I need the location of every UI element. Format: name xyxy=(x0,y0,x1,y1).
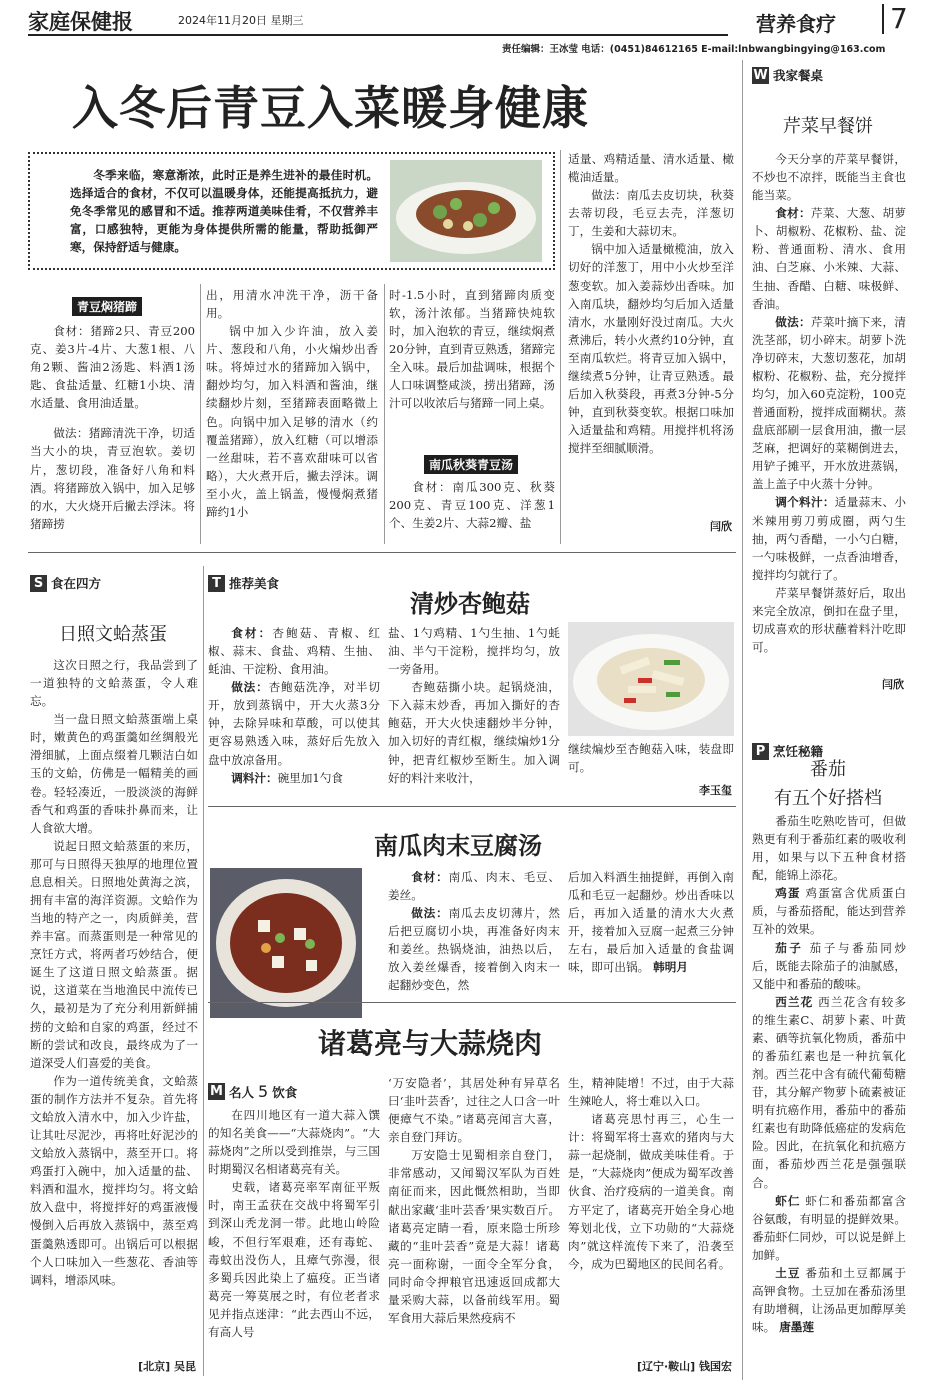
rule-n-bottom xyxy=(208,1002,736,1003)
col-rule-c xyxy=(560,150,561,544)
recipe2-col4: 适量、鸡精适量、清水适量、橄榄油适量。 做法：南瓜去皮切块，秋葵去蒂切段，毛豆去壳，洋葱切丁，生姜和大蒜切末。 锅中加入适量橄榄油，放入切好的洋葱丁，用中小火炒至洋葱变软。加入姜蒜炒出香味。加入南瓜块，翻炒均匀后加入适量清水，水量刚好没过南瓜。大火煮沸后，转小火煮约10分钟，直至南瓜软烂。将青豆加入锅中，继续煮5分钟，让青豆熟透。最后加入秋葵段，再煮3分钟-5分钟，直到秋葵变软。根据口味加入适量盐和鸡精。用搅拌机将汤搅拌至细腻顺滑。 xyxy=(568,152,734,456)
col-rule-sidebar xyxy=(742,60,743,1380)
dish-photo-clam-egg xyxy=(210,868,362,1018)
section-m-title: 诸葛亮与大蒜烧肉 xyxy=(318,1027,543,1060)
sidebar-w-body: 今天分享的芹菜早餐饼，不炒也不凉拌，既能当主食也能当菜。 食材：芹菜、大葱、胡萝卜、胡椒粉、花椒粉、盐、淀粉、普通面粉、清水、食用油、白芝麻、小米辣、大蒜、生抽、香醋、白糖、味极鲜、香油。 做法：芹菜叶摘下来，清洗茎部，切小碎末。胡萝卜洗净切碎末，大葱切葱花，加胡椒粉、花椒粉、盐，充分搅拌均匀，加入60克淀粉，100克普通面粉，搅拌成面糊状。蒸盘底部刷一层食用油，撒一层芝麻，把调好的菜糊倒进去，用铲子摊平，开水放进蒸锅，盖上盖子中火蒸十分钟。 调个料汁：适量蒜末、小米辣用剪刀剪成圈，两勺生抽，两勺香醋，一小勺白糖，一勺味极鲜，一点香油增香，搅拌均匀就行了。 芹菜早餐饼蒸好后，取出来完全放凉，倒扣在盘子里，切成喜欢的形状蘸着料汁吃即可。 xyxy=(752,152,906,655)
intro-box xyxy=(28,152,555,270)
masthead-rule xyxy=(28,34,728,36)
bowl-graphic xyxy=(210,868,362,1018)
badge-w: W xyxy=(753,67,768,83)
sidebar-p-header: P 烹饪秘籍 xyxy=(752,742,823,760)
section-n-title: 南瓜肉末豆腐汤 xyxy=(374,832,542,860)
badge-s: S xyxy=(30,575,47,592)
col-rule-s xyxy=(203,566,204,1376)
section-t-title: 清炒杏鲍菇 xyxy=(410,590,530,618)
section-t-author: 李玉玺 xyxy=(699,784,732,797)
section-s-body: 这次日照之行，我品尝到了一道独特的文蛤蒸蛋，令人难忘。 当一盘日照文蛤蒸蛋端上桌时，嫩黄色的鸡蛋羹如丝绸般光滑细腻，上面点缀着几颗洁白如玉的文蛤，仿佛是一幅精美的画卷。轻轻凑近，一股淡淡的海鲜香气和鸡蛋的香味扑鼻而来，让人食欲大增。 说起日照文蛤蒸蛋的来历，那可与日照得天独厚的地理位置息息相关。日照地处黄海之滨，拥有丰富的海洋资源。文蛤作为当地的特产之一，肉质鲜美，营养丰富。而蒸蛋则是一种常见的烹饪方式，将两者巧妙结合，便诞生了这道日照文蛤蒸蛋。据说，这道菜在当地渔民中流传已久，最初是为了充分利用新鲜捕捞的文蛤和自家的鸡蛋，经过不断的尝试和改良，最终成为了一道深受人们喜爱的美食。 作为一道传统美食，文蛤蒸蛋的制作方法并不复杂。首先将文蛤放入清水中，加入少许盐，让其吐尽泥沙，再将吐好泥沙的文蛤放入蒸锅中，蒸至开口。将鸡蛋打入碗中，加入适量的盐、料酒和温水，搅拌均匀。将文蛤放入盘中，将搅拌好的鸡蛋液慢慢倒入后再放入蒸锅中，蒸至鸡蛋羹熟透即可。出锅后可以根据个人口味加入一些葱花、香油等调料，增添风味。 xyxy=(30,658,198,1287)
main-author: 闫欣 xyxy=(710,520,732,533)
recipe1-title: 青豆焖猪蹄 xyxy=(72,296,142,316)
recipe1-col3: 时-1.5小时，直到猪蹄肉质变软，汤汁浓郁。当猪蹄快炖软时，加入泡软的青豆，继续焖煮20分钟，直到青豆熟透，猪蹄完全入味。最后加盐调味，根据个人口味调整咸淡，捞出猪蹄，汤汁可以收浓后与猪蹄一同上桌。 xyxy=(389,288,555,411)
pair-item: 土豆 番茄和土豆都属于高钾食物。土豆加在番茄汤里有助增稠，让汤品更加醇厚美味。 唐墨莲 xyxy=(752,1265,906,1335)
masthead xyxy=(28,4,912,44)
editor-line: 责任编辑：王冰莹 电话：(0451)84612165 E-mail:lnbwangbingying@163.com xyxy=(502,44,886,55)
issue-date: 2024年11月20日 星期三 xyxy=(178,14,304,27)
section-s-header: S 食在四方 xyxy=(30,574,101,592)
sidebar-w-title: 芹菜早餐饼 xyxy=(783,116,873,137)
section-m-author: [辽宁·鞍山] 钱国宏 xyxy=(636,1360,732,1373)
badge-m: M xyxy=(208,1083,225,1100)
sidebar-p-title: 番茄 有五个好搭档 xyxy=(774,759,882,809)
pair-item: 西兰花 西兰花含有较多的维生素C、胡萝卜素、叶黄素、硒等抗氧化物质，番茄中的番茄红素也是一种抗氧化剂。西兰花中含有硫代葡萄糖苷，其分解产物萝卜硫素被证明有抗癌作用，番茄中的番茄红素也有助降低癌症的发病危险。因此，在抗氧化和抗癌方面，番茄炒西兰花是强强联合。 xyxy=(752,994,906,1190)
recipe2-title: 南瓜秋葵青豆汤 xyxy=(424,454,518,474)
section-name: 营养食疗 xyxy=(756,12,836,36)
section-t-col2: 盐、1勺鸡精、1勺生抽、1勺蚝油、半勺干淀粉，搅拌均匀，放一旁备用。 杏鲍菇撕小块。起锅烧油，下入蒜末炒香，再加入撕好的杏鲍菇，开大火快速翻炒半分钟，加入切好的青红椒，继续煸炒1分钟，把青红椒炒至断生。加入调好的料汁来收汁， xyxy=(388,626,560,785)
section-s-title: 日照文蛤蒸蛋 xyxy=(59,624,167,645)
section-m-col1: 在四川地区有一道大蒜入馔的知名美食——“大蒜烧肉”。“大蒜烧肉”之所以受到推崇，与三国时期蜀汉名相诸葛亮有关。 史载，诸葛亮率军南征平叛时，南王孟获在交战中将蜀军引到深山秃龙洞一带。此地山岭险峻，不但行军艰难，还有毒蛇、毒蚊出没伤人，且瘴气弥漫，很多蜀兵因此染上了瘟疫。正当诸葛亮一筹莫展之时，有位老者求见并指点迷津：“此去西山不远，有高人号 xyxy=(208,1108,380,1339)
badge-t: T xyxy=(208,575,225,592)
section-divider xyxy=(882,4,884,34)
rule-main-bottom xyxy=(28,552,736,553)
sidebar-w-author: 闫欣 xyxy=(882,678,904,691)
dish-photo-pork-beans xyxy=(390,160,542,262)
pair-item: 虾仁 虾仁和番茄都富含谷氨酸，有明显的提鲜效果。番茄虾仁同炒，可以说是鲜上加鲜。 xyxy=(752,1193,906,1262)
mushroom-plate-graphic xyxy=(568,622,734,736)
section-t-col3: 继续煸炒至杏鲍菇入味，装盘即可。 xyxy=(568,742,734,775)
section-n-author: 韩明月 xyxy=(653,960,688,975)
section-t-header: T 推荐美食 xyxy=(208,574,279,592)
col-rule-a xyxy=(200,284,201,544)
recipe2-col3: 食材：南瓜300克、秋葵200克、青豆100克、洋葱1个、生姜2片、大蒜2瓣、盐 xyxy=(389,480,555,531)
paper-name: 家庭保健报 xyxy=(28,10,133,34)
section-m-header: M 名人 5 饮食 xyxy=(208,1082,297,1101)
page-number: 7 xyxy=(890,2,908,35)
section-n-col1: 食材：南瓜、肉末、毛豆、姜丝。 做法：南瓜去皮切薄片，然后把豆腐切小块，再准备好肉末和姜丝。热锅烧油，油热以后，放入姜丝爆香，接着倒入肉末一起翻炒变色，然 xyxy=(388,870,560,993)
section-m-col3: 生，精神陡增！不过，由于大蒜生辣呛人，将士难以入口。 诸葛亮思忖再三，心生一计：将蜀军将士喜欢的猪肉与大蒜一起烧制，做成美味佳肴。于是，“大蒜烧肉”便成为蜀军改善伙食、治疗疫病的一道美食。南方平定了，诸葛亮开始全身心地筹划北伐，立下功勋的“大蒜烧肉”就这样流传下来了，沿袭至今，成为巴蜀地区的民间名肴。 xyxy=(568,1076,734,1271)
col-rule-b xyxy=(384,284,385,544)
dish-photo-mushroom xyxy=(568,622,734,736)
pair-item: 茄子 茄子与番茄同炒后，既能去除茄子的油腻感，又能中和番茄的酸味。 xyxy=(752,940,906,991)
pair-item: 鸡蛋 鸡蛋富含优质蛋白质，与番茄搭配，能达到营养互补的效果。 xyxy=(752,886,906,937)
recipe1-col2: 出，用清水冲洗干净，沥干备用。 锅中加入少许油，放入姜片、葱段和八角，小火煸炒出香味。将焯过水的猪蹄加入锅中，翻炒均匀，加入料酒和酱油，继续翻炒片刻，至猪蹄表面略微上色。向锅中加入足够的清水（约覆盖猪蹄），放入红糖（可以增添一丝甜味，若不喜欢甜味可以省略），大火煮开后，撇去浮沫。调至小火，盖上锅盖，慢慢焖煮猪蹄约1小 xyxy=(206,288,378,519)
recipe1-col1: 食材：猪蹄2只、青豆200克、姜3片-4片、大葱1根、八角2颗、酱油2汤匙、料酒1汤匙、食盐适量、红糖1小块、清水适量、食用油适量。 做法：猪蹄清洗干净，切适当大小的块，青豆泡软。姜切片，葱切段，准备好八角和料酒。将猪蹄放入锅中，加入足够的水，大火烧开后撇去浮沫。将猪蹄捞 xyxy=(30,324,195,531)
badge-p: P xyxy=(752,743,769,760)
plate-graphic xyxy=(390,160,542,262)
main-title: 入冬后青豆入菜暖身健康 xyxy=(72,81,589,135)
section-t-col1: 食材：杏鲍菇、青椒、红椒、蒜末、食盐、鸡精、生抽、蚝油、干淀粉、食用油。 做法：杏鲍菇洗净，对半切开，放到蒸锅中，开大火蒸3分钟，去除异味和草酸，可以使其更容易熟透入味，蒸好后先放入盘中放凉备用。 调料汁：碗里加1勺食 xyxy=(208,626,380,785)
section-n-col2: 后加入料酒生抽提鲜，再倒入南瓜和毛豆一起翻炒。炒出香味以后，再加入适量的清水大火煮开，接着加入豆腐一起煮三分钟左右，最后加入适量的食盐调味，即可出锅。 韩明月 xyxy=(568,870,734,975)
section-s-author: [北京] 吴昆 xyxy=(138,1360,196,1373)
sidebar-p-author: 唐墨莲 xyxy=(779,1320,814,1335)
intro-text: 冬季来临，寒意渐浓，此时正是养生进补的最佳时机。选择适合的食材，不仅可以温暖身体，还能提高抵抗力，避免冬季常见的感冒和不适。推荐两道美味佳肴，不仅营养丰富，口感独特，更能为身体提供所需的能量，帮助抵御严寒，保持舒适与健康。 xyxy=(70,168,378,255)
sidebar-p-body: 番茄生吃熟吃皆可，但做熟更有利于番茄红素的吸收利用，如果与以下五种食材搭配，能锦上添花。 鸡蛋 鸡蛋富含优质蛋白质，与番茄搭配，能达到营养互补的效果。 茄子 茄子与番茄同炒后，既能去除茄子的油腻感，又能中和番茄的酸味。 西兰花 西兰花含有较多的维生素C、胡萝卜素、叶黄素、硒等抗氧化物质，番茄中的番茄红素也是一种抗氧化剂。西兰花中含有硫代葡萄糖苷，其分解产物萝卜硫素被证明有抗癌作用，番茄中的番茄红素也有助降低癌症的发病危险。因此，在抗氧化和抗癌方面，番茄炒西兰花是强强联合。 虾仁 虾仁和番茄都富含谷氨酸，有明显的提鲜效果。番茄虾仁同炒，可以说是鲜上加鲜。 土豆 番茄和土豆都属于高钾食物。土豆加在番茄汤里有助增稠，让汤品更加醇厚美味。 唐墨莲 xyxy=(752,812,906,1378)
section-m-col2: ‘万安隐者’，其居处种有异草名曰‘韭叶芸香’，过往之人口含一叶便瘴气不染。”诸葛亮闻言大喜，亲自登门拜访。 万安隐士见蜀相亲自登门，非常感动，又闻蜀汉军队为百姓南征而来，因此慨然相助，当即献出家藏‘韭叶芸香’果实数百斤。诸葛亮定睛一看，原来隐士所珍藏的“韭叶芸香”竟是大蒜！诸葛亮一面称谢，一面令全军分食，同时命令押粮官迅速返回成都大量采购大蒜，以备前线军用。蜀军食用大蒜后果然疫病不 xyxy=(388,1076,560,1326)
rule-t-bottom xyxy=(208,806,736,807)
sidebar-w-header: W 我家餐桌 xyxy=(753,67,824,83)
